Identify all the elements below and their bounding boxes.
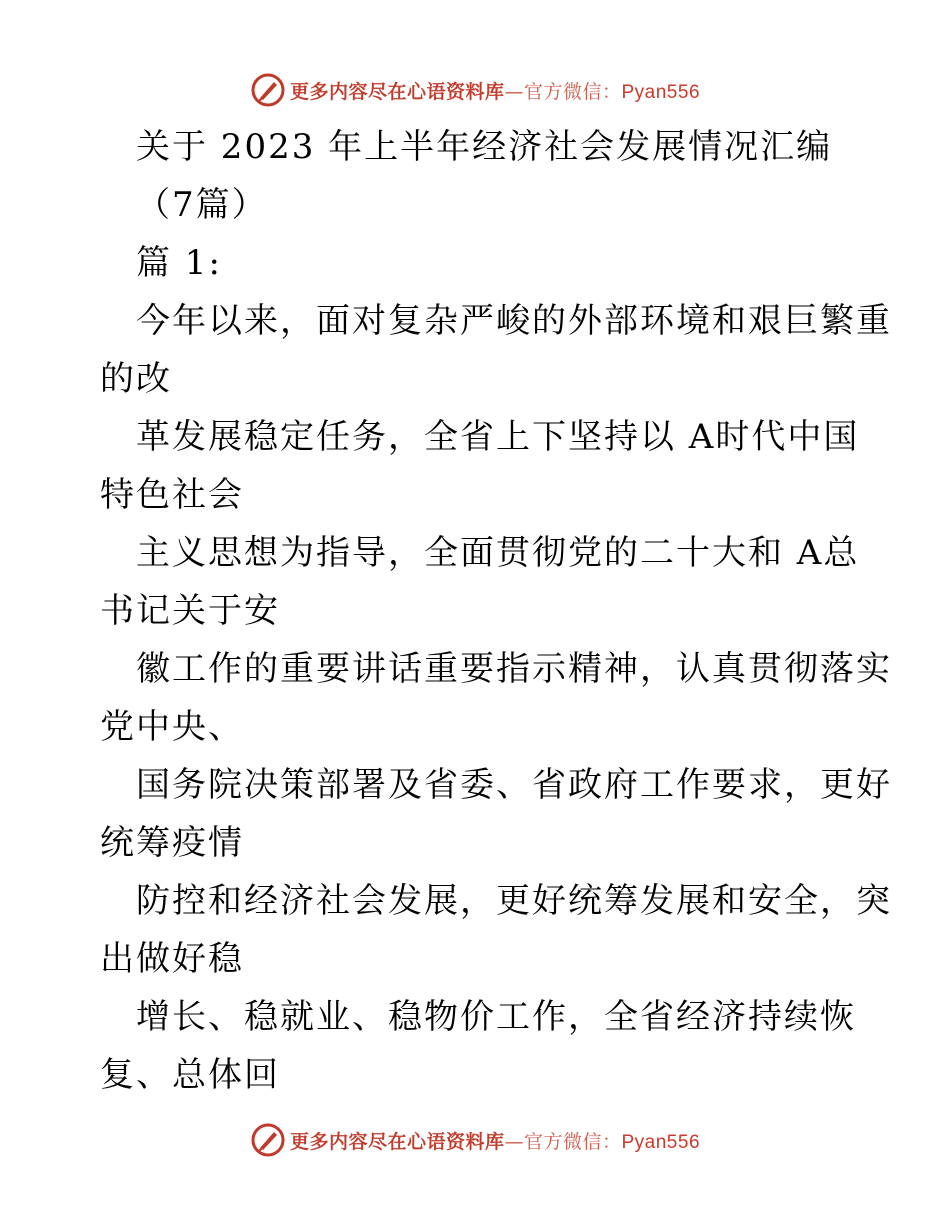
watermark-text <box>290 1127 700 1154</box>
watermark-separator: —官方微信： <box>504 1130 622 1153</box>
watermark-main: 更多内容尽在心语资料库 <box>289 1130 505 1153</box>
text-line: 增长、稳就业、稳物价工作，全省经济持续恢 <box>136 997 856 1037</box>
text-line: （7篇） <box>136 185 268 225</box>
watermark-separator: —官方微信： <box>504 80 622 103</box>
text-line: 徽工作的重要讲话重要指示精神，认真贯彻落实 <box>136 649 892 689</box>
watermark-id: Pyan556 <box>621 1131 701 1153</box>
text-line: 复、总体回 <box>100 1055 280 1095</box>
quill-logo-icon <box>250 72 286 108</box>
text-line: 特色社会 <box>100 475 244 515</box>
watermark-header <box>0 70 950 110</box>
text-line: 主义思想为指导，全面贯彻党的二十大和 A总 <box>136 533 860 573</box>
watermark-id: Pyan556 <box>621 81 701 103</box>
text-line: 统筹疫情 <box>100 823 244 863</box>
text-line: 国务院决策部署及省委、省政府工作要求，更好 <box>136 765 892 805</box>
quill-logo-icon <box>250 1122 286 1158</box>
watermark-text <box>290 77 700 104</box>
watermark-footer <box>0 1120 950 1160</box>
text-line: 今年以来，面对复杂严峻的外部环境和艰巨繁重 <box>136 301 892 341</box>
text-line: 书记关于安 <box>100 591 280 631</box>
text-line: 关于 2023 年上半年经济社会发展情况汇编 <box>136 127 833 167</box>
document-body <box>100 118 892 1104</box>
text-line: 篇 1: <box>136 243 222 283</box>
text-line: 党中央、 <box>100 707 244 747</box>
text-line: 革发展稳定任务，全省上下坚持以 A时代中国 <box>136 417 860 457</box>
text-line: 防控和经济社会发展，更好统筹发展和安全，突 <box>136 881 892 921</box>
text-line: 出做好稳 <box>100 939 244 979</box>
watermark-main: 更多内容尽在心语资料库 <box>289 80 505 103</box>
text-line: 的改 <box>100 359 172 399</box>
